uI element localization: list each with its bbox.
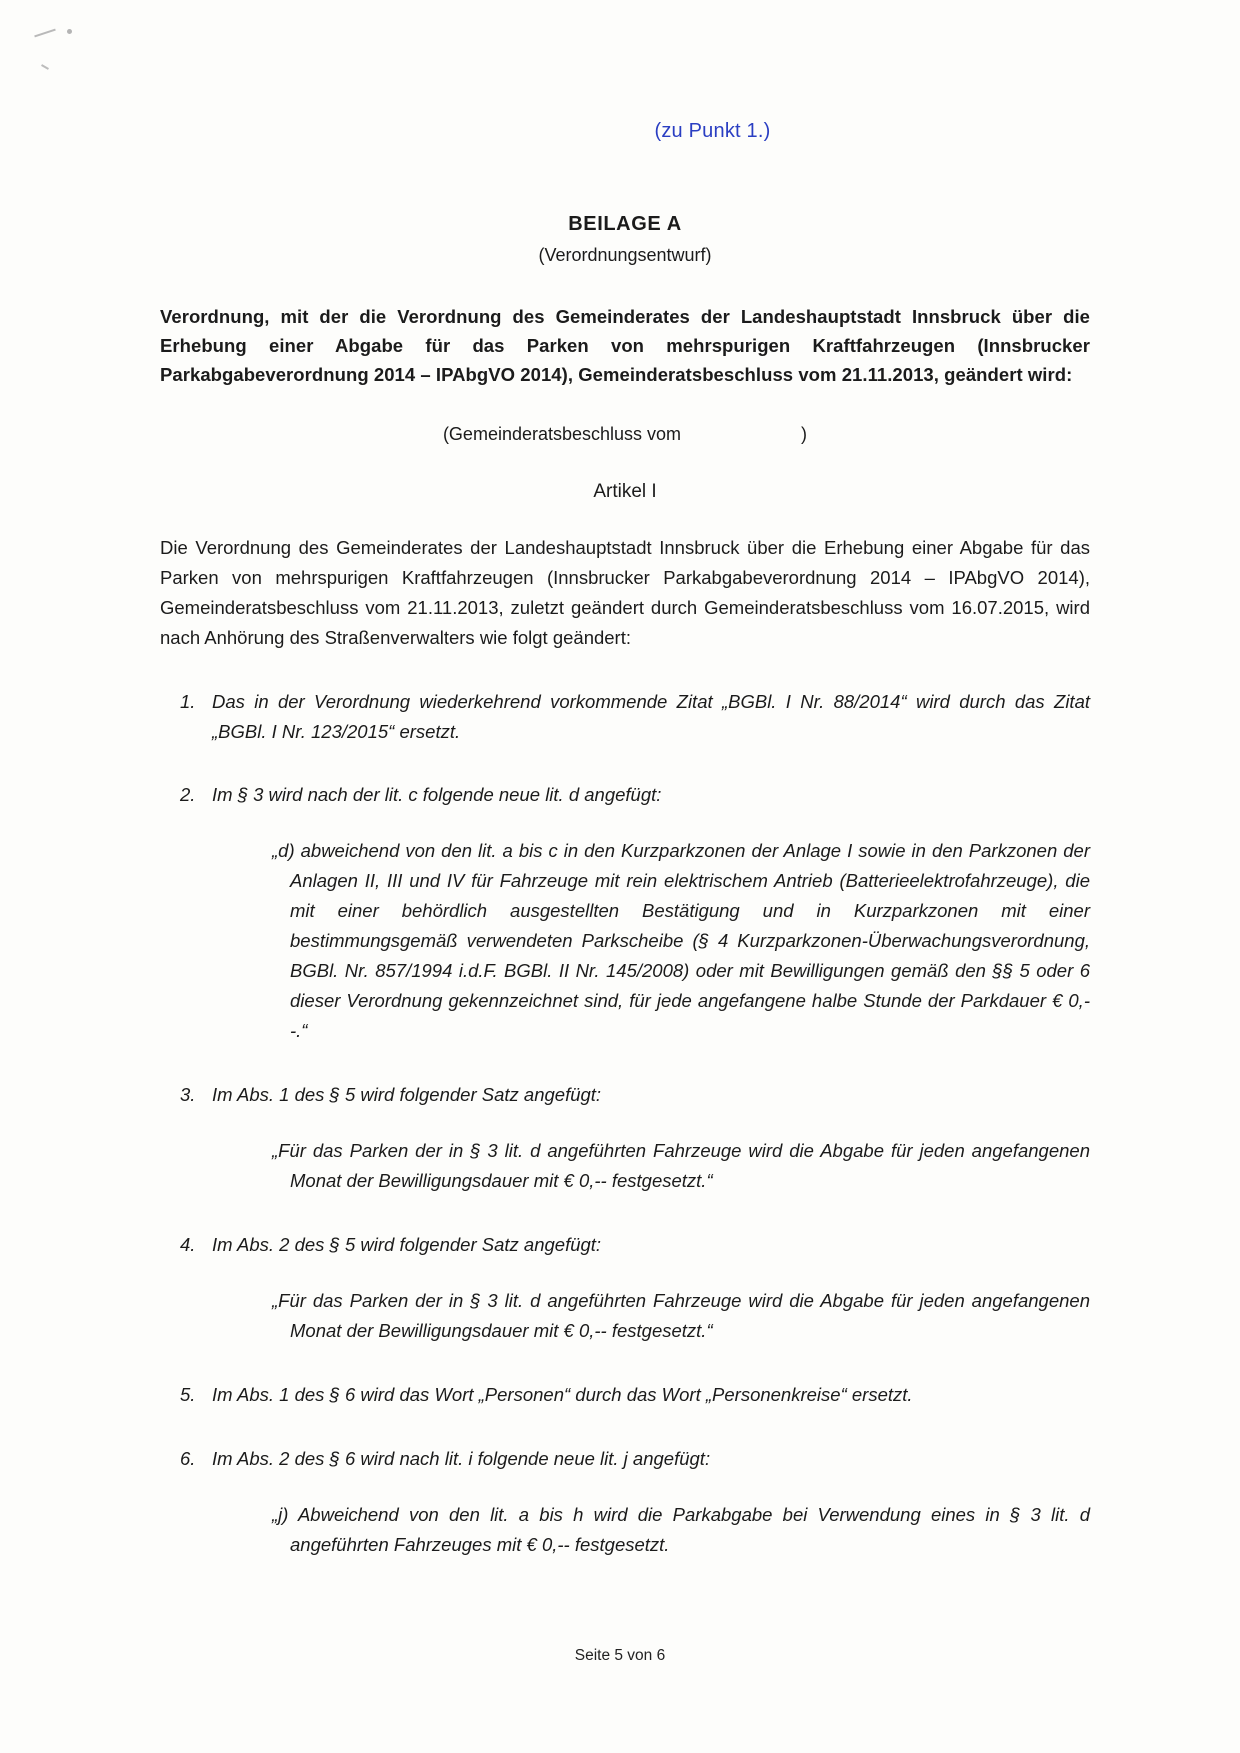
page-footer: Seite 5 von 6 [574, 1647, 666, 1664]
list-item-quote: „d) abweichend von den lit. a bis c in den Kurzparkzonen der Anlage I sowie in den Parkzonen der Anlagen II, III und IV für Fahrzeuge mit rein elektrischem Antrieb (Batterieelektrofahrzeuge), die mit einer behördlich ausgestellten Bestätigung und in Kurzparkzonen mit einer bestimmungsgemäß verwendeten Parkscheibe (§ 4 Kurzparkzonen-Überwachungsverordnung, BGBl. Nr. 857/1994 i.d.F. BGBl. II Nr. 145/2008) oder mit Bewilligungen gemäß den §§ 5 oder 6 dieser Verordnung gekennzeichnet sind, für jede angefangene halbe Stunde der Parkdauer € 0,--.“ [272, 840, 1090, 1042]
list-item-number: 1. [180, 690, 196, 712]
amendment-list [160, 687, 1090, 1560]
list-item [160, 1080, 1090, 1196]
scan-mark-dot [67, 29, 72, 34]
list-item [160, 1444, 1090, 1560]
list-item-number: 3. [180, 1084, 196, 1106]
council-resolution-prefix: (Gemeinderatsbeschluss vom [442, 423, 682, 444]
list-item-text: Im Abs. 1 des § 6 wird das Wort „Personen“ durch das Wort „Personenkreise“ ersetzt. [212, 1384, 913, 1406]
list-item-number: 6. [180, 1448, 196, 1469]
regulation-heading: Verordnung, mit der die Verordnung des Gemeinderates der Landeshauptstadt Innsbruck über die Erhebung einer Abgabe für das Parken von mehrspurigen Kraftfahrzeugen (Innsbrucker Parkabgabeverordnung 2014 – IPAbgVO 2014), Gemeinderatsbeschluss vom 21.11.2013, geändert wird: [160, 306, 1090, 386]
scan-mark-tick [41, 64, 49, 70]
beilage-title: BEILAGE A [568, 213, 682, 235]
list-item-text: Im § 3 wird nach der lit. c folgende neue lit. d angefügt: [212, 784, 662, 806]
list-item-text: Das in der Verordnung wiederkehrend vorkommende Zitat „BGBl. I Nr. 88/2014“ wird durch das Zitat „BGBl. I Nr. 123/2015“ ersetzt. [212, 690, 1090, 742]
article-heading: Artikel I [593, 480, 657, 502]
scan-artifact-marks [34, 26, 94, 76]
scan-mark-line [34, 29, 56, 38]
council-resolution-suffix: ) [801, 423, 808, 444]
list-item [160, 1230, 1090, 1346]
document-body [160, 0, 1090, 1560]
list-item-quote: „j) Abweichend von den lit. a bis h wird die Parkabgabe bei Verwendung eines in § 3 lit. d angeführten Fahrzeuges mit € 0,-- festgesetzt. [272, 1503, 1090, 1555]
preamble-paragraph: Die Verordnung des Gemeinderates der Landeshauptstadt Innsbruck über die Erhebung einer Abgabe für das Parken von mehrspurigen Kraftfahrzeugen (Innsbrucker Parkabgabeverordnung 2014 – IPAbgVO 2014), Gemeinderatsbeschluss vom 21.11.2013, zuletzt geändert durch Gemeinderatsbeschluss vom 16.07.2015, wird nach Anhörung des Straßenverwalters wie folgt geändert: [160, 536, 1090, 648]
council-resolution-line [160, 424, 1090, 445]
list-item-quote: „Für das Parken der in § 3 lit. d angeführten Fahrzeuge wird die Abgabe für jeden angefangenen Monat der Bewilligungsdauer mit € 0,-- festgesetzt.“ [272, 1290, 1090, 1342]
list-item [160, 687, 1090, 747]
list-item-number: 5. [180, 1384, 196, 1406]
list-item-text: Im Abs. 2 des § 6 wird nach lit. i folgende neue lit. j angefügt: [212, 1448, 711, 1469]
list-item [160, 1380, 1090, 1410]
list-item-number: 4. [180, 1234, 196, 1256]
list-item [160, 780, 1090, 1046]
list-item-number: 2. [180, 784, 196, 806]
beilage-subtitle: (Verordnungsentwurf) [538, 245, 712, 265]
list-item-text: Im Abs. 2 des § 5 wird folgender Satz angefügt: [212, 1234, 602, 1256]
list-item-quote: „Für das Parken der in § 3 lit. d angeführten Fahrzeuge wird die Abgabe für jeden angefangenen Monat der Bewilligungsdauer mit € 0,-- festgesetzt.“ [272, 1140, 1090, 1192]
list-item-text: Im Abs. 1 des § 5 wird folgender Satz angefügt: [212, 1084, 602, 1106]
punkt-reference: (zu Punkt 1.) [654, 120, 771, 142]
